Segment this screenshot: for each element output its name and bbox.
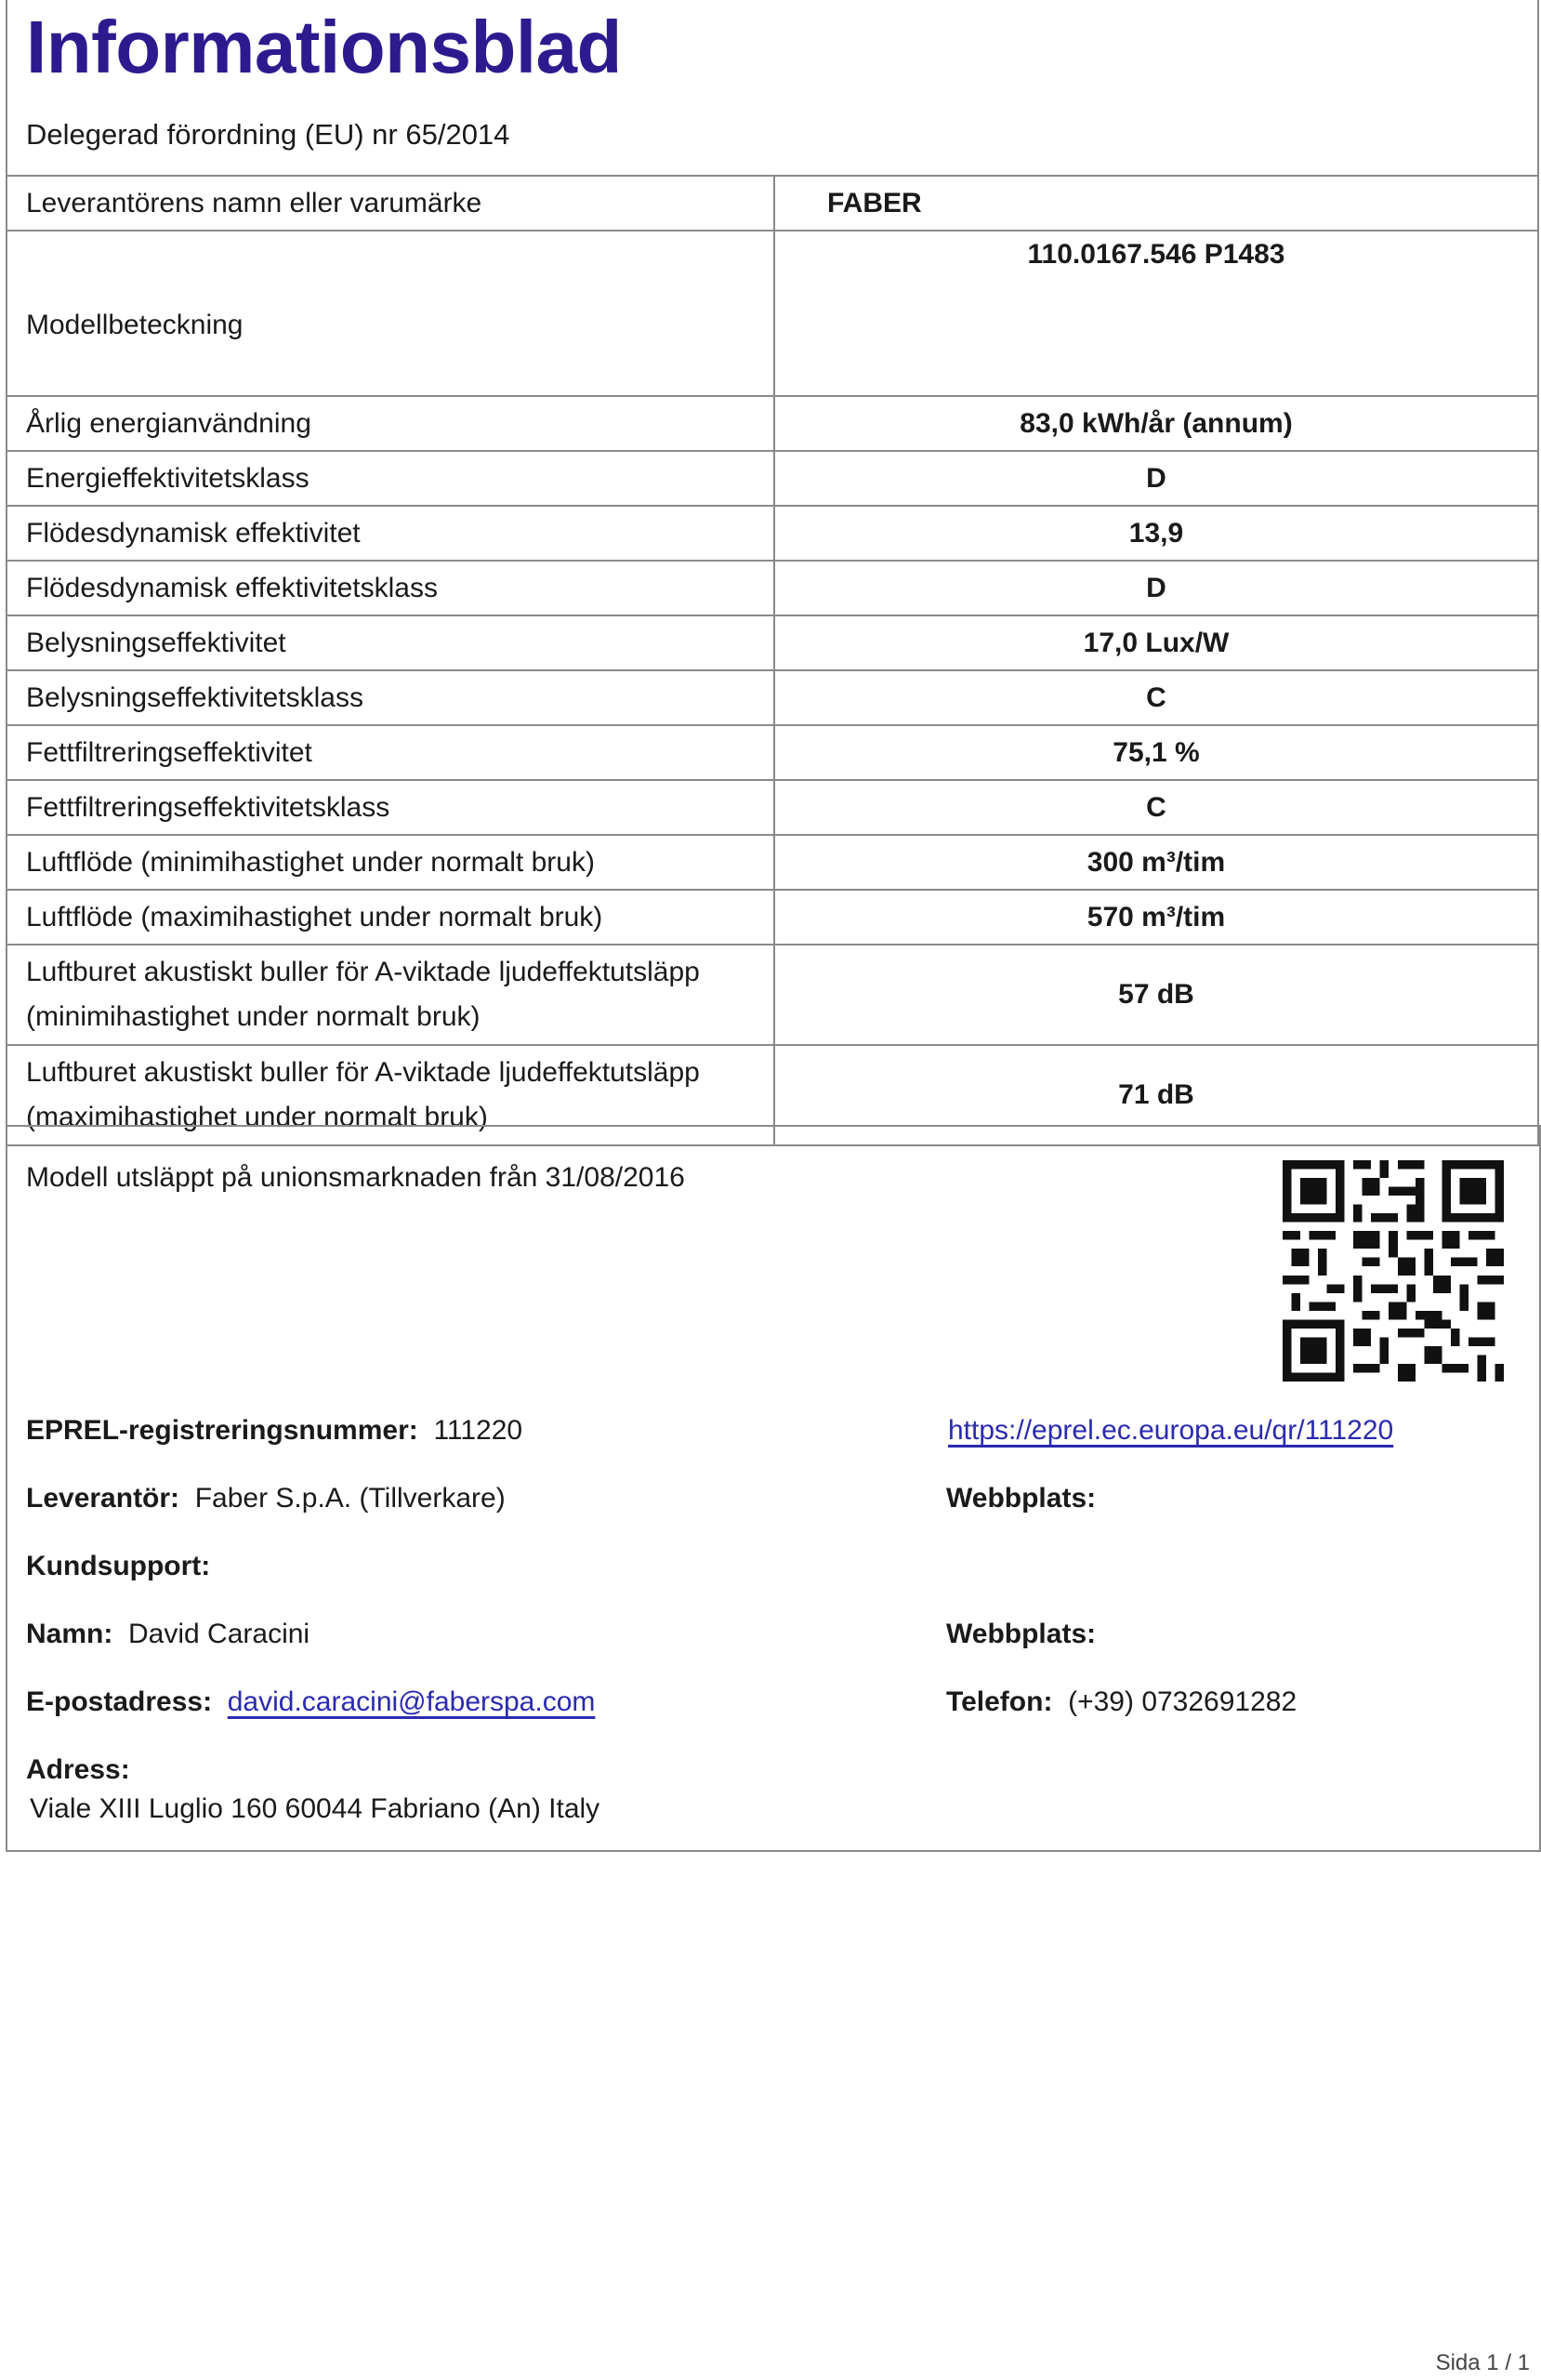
table-row — [7, 615, 1537, 670]
spec-label: Belysningseffektivitet — [7, 615, 774, 670]
supplier-label: Leverantörens namn eller varumärke — [7, 177, 774, 231]
release-date-text: Modell utsläppt på unionsmarknaden från 31/08/2016 — [26, 1162, 685, 1193]
supplier-line — [26, 1483, 506, 1514]
regulation-reference: Delegerad förordning (EU) nr 65/2014 — [7, 91, 1537, 177]
noise-min-value: 57 dB — [774, 945, 1537, 1045]
table-row — [7, 506, 1537, 561]
website-label: Webbplats: — [946, 1483, 1097, 1514]
spec-label: Luftflöde (maximihastighet under normalt bruk) — [7, 890, 774, 945]
table-row — [7, 725, 1537, 780]
support-website-label: Webbplats: — [946, 1619, 1097, 1649]
table-row — [7, 451, 1537, 506]
spec-label: Luftflöde (minimihastighet under normalt bruk) — [7, 835, 774, 890]
supplier-label: Leverantör: — [26, 1483, 180, 1514]
spec-label: Flödesdynamisk effektivitet — [7, 506, 774, 561]
spec-value: 570 m³/tim — [774, 890, 1537, 945]
table-row — [7, 780, 1537, 835]
spec-label: Energieffektivitetsklass — [7, 451, 774, 506]
spec-value: C — [774, 780, 1537, 835]
table-row — [7, 177, 1537, 231]
spec-value: 83,0 kWh/år (annum) — [774, 396, 1537, 451]
phone-label: Telefon: — [946, 1686, 1053, 1717]
table-row — [7, 670, 1537, 725]
product-information-sheet — [6, 0, 1539, 1146]
address-label: Adress: — [26, 1754, 130, 1785]
supplier-value: Faber S.p.A. (Tillverkare) — [194, 1483, 506, 1514]
spec-label: Belysningseffektivitetsklass — [7, 670, 774, 725]
noise-max-value: 71 dB — [1118, 1079, 1194, 1110]
table-row — [7, 890, 1537, 945]
phone-value: (+39) 0732691282 — [1068, 1686, 1297, 1717]
spec-value: 13,9 — [774, 506, 1537, 561]
spec-value: D — [774, 451, 1537, 506]
table-row — [7, 231, 1537, 396]
contact-name-label: Namn: — [26, 1619, 113, 1649]
spec-label: Årlig energianvändning — [7, 396, 774, 451]
noise-min-label-line1: Luftburet akustiskt buller för A-viktade ljudeffektutsläpp — [26, 957, 700, 987]
spec-label: Fettfiltreringseffektivitetsklass — [7, 780, 774, 835]
eprel-label: EPREL-registreringsnummer: — [26, 1415, 418, 1446]
noise-max-label-line2: (maximihastighet under normalt bruk) — [26, 1102, 488, 1132]
email-line — [26, 1686, 595, 1718]
table-row — [7, 396, 1537, 451]
address-value: Viale XIII Luglio 160 60044 Fabriano (An) Italy — [30, 1793, 600, 1824]
eprel-line — [26, 1415, 522, 1447]
noise-min-label-line2: (minimihastighet under normalt bruk) — [26, 1001, 481, 1032]
noise-max-label-line1: Luftburet akustiskt buller för A-viktade ljudeffektutsläpp — [26, 1057, 700, 1088]
spec-value: 75,1 % — [774, 725, 1537, 780]
spec-label: Flödesdynamisk effektivitetsklass — [7, 561, 774, 615]
spec-value: 300 m³/tim — [774, 835, 1537, 890]
contact-name-line — [26, 1619, 310, 1650]
spec-table — [7, 177, 1537, 1144]
noise-min-label — [7, 945, 774, 1045]
table-row — [7, 835, 1537, 890]
page-title: Informationsblad — [26, 6, 622, 88]
spec-value: 17,0 Lux/W — [774, 615, 1537, 670]
supplier-value: FABER — [774, 177, 1537, 231]
eprel-url-link[interactable]: https://eprel.ec.europa.eu/qr/111220 — [948, 1415, 1394, 1446]
qr-code-icon[interactable] — [1283, 1160, 1504, 1382]
eprel-value: 111220 — [433, 1415, 523, 1446]
spec-label: Fettfiltreringseffektivitet — [7, 725, 774, 780]
table-row — [7, 561, 1537, 615]
model-value: 110.0167.546 P1483 — [774, 231, 1537, 396]
phone-line — [946, 1686, 1297, 1718]
page-number: Sida 1 / 1 — [1435, 2350, 1530, 2375]
customer-support-label: Kundsupport: — [26, 1551, 211, 1581]
table-row — [7, 945, 1537, 1045]
email-label: E-postadress: — [26, 1686, 213, 1717]
spec-value: C — [774, 670, 1537, 725]
email-link[interactable]: david.caracini@faberspa.com — [227, 1686, 596, 1717]
model-label: Modellbeteckning — [7, 231, 774, 396]
contact-info-box — [6, 1125, 1541, 1852]
contact-name-value: David Caracini — [128, 1619, 310, 1649]
spec-value: D — [774, 561, 1537, 615]
